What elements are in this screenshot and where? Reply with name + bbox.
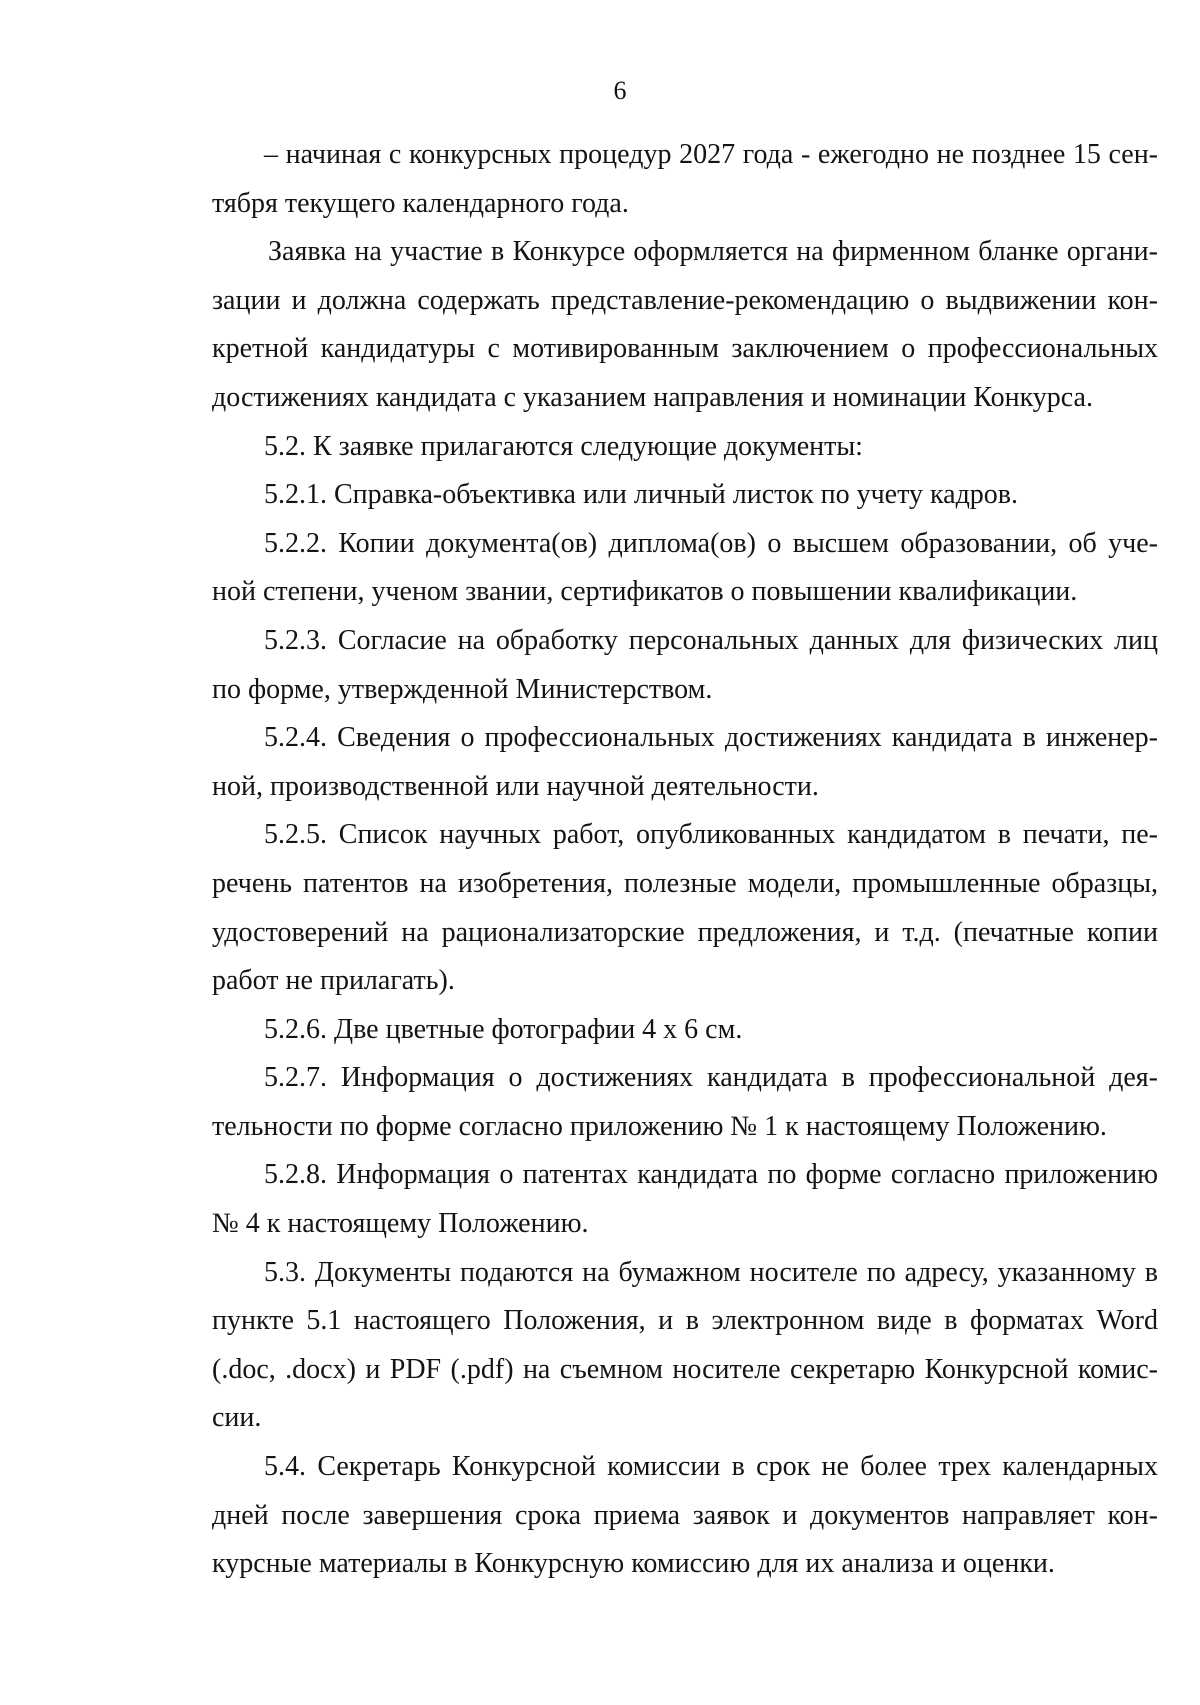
- paragraph: [212, 617, 1158, 714]
- paragraph: [212, 1249, 1158, 1443]
- text-line: кретной кандидатуры с мотивированным заключением о профессиональных: [212, 333, 1158, 365]
- paragraph: [212, 423, 1158, 472]
- paragraph: [212, 714, 1158, 811]
- text-line: курсные материалы в Конкурсную комиссию для их анализа и оценки.: [212, 1548, 1055, 1580]
- page-number: 6: [613, 76, 627, 105]
- paragraph: [212, 228, 1158, 422]
- text-line: 5.2.3. Согласие на обработку персональных данных для физических лиц: [264, 624, 1158, 656]
- paragraph: [212, 1054, 1158, 1151]
- text-line: удостоверений на рационализаторские предложения, и т.д. (печатные копии: [212, 916, 1158, 948]
- text-line: 5.2. К заявке прилагаются следующие документы:: [264, 430, 863, 462]
- paragraph: [212, 131, 1158, 228]
- text-line: 5.2.4. Сведения о профессиональных достижениях кандидата в инженер-: [264, 722, 1158, 754]
- text-line: ной, производственной или научной деятельности.: [212, 770, 819, 802]
- text-line: 5.4. Секретарь Конкурсной комиссии в срок не более трех календарных: [264, 1451, 1158, 1483]
- text-line: достижениях кандидата с указанием направления и номинации Конкурса.: [212, 381, 1093, 413]
- text-line: дней после завершения срока приема заявок и документов направляет кон-: [212, 1499, 1158, 1531]
- text-line: (.doc, .docx) и PDF (.pdf) на съемном носителе секретарю Конкурсной комис-: [212, 1353, 1158, 1385]
- text-line: по форме, утвержденной Министерством.: [212, 673, 713, 705]
- paragraph: [212, 520, 1158, 617]
- text-line: пункте 5.1 настоящего Положения, и в электронном виде в форматах Word: [212, 1305, 1158, 1337]
- text-line: 5.3. Документы подаются на бумажном носителе по адресу, указанному в: [264, 1256, 1158, 1288]
- text-line: тельности по форме согласно приложению № 1 к настоящему Положению.: [212, 1110, 1107, 1142]
- text-line: 5.2.6. Две цветные фотографии 4 х 6 см.: [264, 1013, 743, 1045]
- text-line: сии.: [212, 1402, 262, 1434]
- text-line: 5.2.2. Копии документа(ов) диплома(ов) о высшем образовании, об уче-: [264, 527, 1158, 559]
- document-body: [212, 131, 1158, 1589]
- paragraph: [212, 811, 1158, 1005]
- paragraph: [212, 1443, 1158, 1589]
- text-line: 5.2.7. Информация о достижениях кандидата в профессиональной дея-: [264, 1062, 1158, 1094]
- text-line: работ не прилагать).: [212, 965, 455, 997]
- text-line: ной степени, ученом звании, сертификатов о повышении квалификации.: [212, 576, 1078, 608]
- text-line: тября текущего календарного года.: [212, 187, 629, 219]
- text-line: речень патентов на изобретения, полезные модели, промышленные образцы,: [212, 867, 1158, 899]
- text-line: 5.2.5. Список научных работ, опубликованных кандидатом в печати, пе-: [264, 819, 1158, 851]
- text-line: 5.2.8. Информация о патентах кандидата по форме согласно приложению: [264, 1159, 1158, 1191]
- text-line: зации и должна содержать представление-рекомендацию о выдвижении кон-: [212, 284, 1158, 316]
- paragraph: [212, 471, 1158, 520]
- text-line: – начиная с конкурсных процедур 2027 года - ежегодно не позднее 15 сен-: [264, 139, 1158, 170]
- text-line: Заявка на участие в Конкурсе оформляется на фирменном бланке органи-: [268, 236, 1158, 268]
- paragraph: [212, 1151, 1158, 1248]
- text-line: № 4 к настоящему Положению.: [212, 1208, 589, 1240]
- paragraph: [212, 1006, 1158, 1055]
- text-line: 5.2.1. Справка-объективка или личный листок по учету кадров.: [264, 479, 1019, 511]
